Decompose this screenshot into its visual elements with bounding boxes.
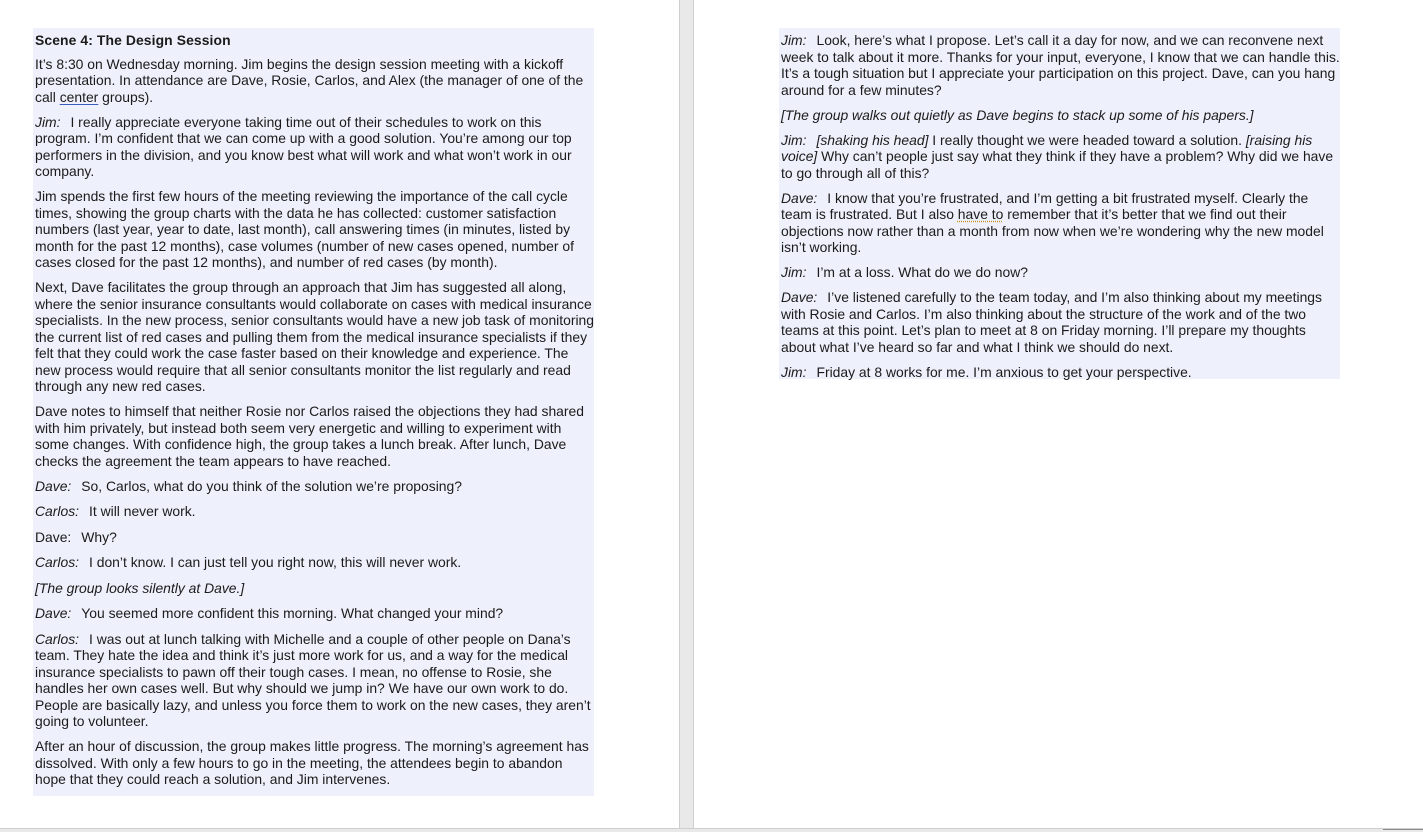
speaker-label: Jim: <box>781 131 807 148</box>
text-column-left <box>33 28 594 796</box>
speaker-label: Dave: <box>35 528 72 545</box>
dialogue-text: Look, here’s what I propose. Let’s call it a day for now, and we can reconvene next week to talk about it more. Thanks for your input, everyone, I know that we can handle this. It’s a tough situation but I appreciate your participation on this project. Dave, can you hang around for a few minutes? <box>781 32 1340 98</box>
dialogue-text: You seemed more confident this morning. What changed your mind? <box>81 605 504 621</box>
speaker-label: Jim: <box>35 113 61 130</box>
stage-direction: [The group looks silently at Dave.] <box>35 579 245 596</box>
stage-direction: [The group walks out quietly as Dave begins to stack up some of his papers.] <box>781 106 1254 123</box>
speaker-label: Carlos: <box>35 630 79 647</box>
paragraph-intro-text: It’s 8:30 on Wednesday morning. Jim begins the design session meeting with a kickoff presentation. In attendance are Dave, Rosie, Carlos, and Alex (the manager of one of the call <box>35 55 584 105</box>
dialogue-line <box>35 114 594 180</box>
underlined-word: center <box>59 88 99 105</box>
dialogue-line <box>35 478 594 495</box>
dialogue-text: I’m at a loss. What do we do now? <box>816 264 1029 280</box>
dialogue-line <box>781 190 1340 256</box>
dialogue-line <box>35 529 594 546</box>
dialogue-text: I was out at lunch talking with Michelle and a couple of other people on Dana’s team. They hate the idea and think it’s just more work for us, and a way for the medical insurance specialists to pawn off their tough cases. I mean, no offense to Rosie, she handles her own cases well. But why should we jump in? We have our own work to do. People are basically lazy, and unless you force them to work on the new cases, they aren’t going to volunteer. <box>35 630 591 729</box>
speaker-label: Dave: <box>35 605 72 621</box>
speaker-label: Jim: <box>781 363 807 380</box>
dialogue-line <box>35 503 594 520</box>
dialogue-line <box>781 132 1340 182</box>
dialogue-text: remember that it’s better that we find out their objections now rather than a month from now when we’re wondering why the new model isn’t working. <box>781 206 1324 255</box>
dialogue-text: Why can’t people just say what they think if they have a problem? Why did we have to go through all of this? <box>781 148 1334 181</box>
dialogue-line <box>781 32 1340 98</box>
dialogue-text: I know that you’re frustrated, and I’m getting a bit frustrated myself. Clearly the team is frustrated. But I also <box>781 189 1309 222</box>
grammar-flag[interactable]: have to <box>957 206 1004 222</box>
paragraph-charts: Jim spends the first few hours of the meeting reviewing the importance of the call cycle times, showing the group charts with the data he has collected: customer satisfaction numbers (last year, year to date, last month), call answering times (in minutes, listed by month for the past 12 months), case volumes (number of new cases opened, number of cases closed for the past 12 months), and number of red cases (by month). <box>35 188 574 270</box>
scene-heading: Scene 4: The Design Session <box>35 32 231 48</box>
dialogue-line <box>781 364 1340 381</box>
dialogue-text: I really thought we were headed toward a solution. <box>928 131 1246 148</box>
dialogue-line <box>35 605 594 622</box>
dialogue-text: I don’t know. I can just tell you right now, this will never work. <box>89 554 462 570</box>
dialogue-text: So, Carlos, what do you think of the solution we’re proposing? <box>81 477 462 494</box>
speaker-label: Jim: <box>781 32 807 48</box>
page-bottom-edge <box>0 828 1423 832</box>
speaker-label: Carlos: <box>35 554 79 570</box>
dialogue-line <box>35 631 594 730</box>
speaker-label: Jim: <box>781 264 807 280</box>
stage-direction-inline: [raising his voice] <box>781 131 1313 164</box>
dialogue-text: I really appreciate everyone taking time out of their schedules to work on this program. I’m confident that we can come up with a good solution. You’re among our top performers in the division, and you know best what will work and what won’t work in our company. <box>35 113 572 179</box>
speaker-label: Dave: <box>781 289 818 305</box>
paragraph-discussion: After an hour of discussion, the group makes little progress. The morning’s agreement has dissolved. With only a few hours to go in the meeting, the attendees begin to abandon hope that they could reach a solution, and Jim intervenes. <box>35 738 589 787</box>
page-corner-mark <box>1383 829 1423 830</box>
dialogue-text: Why? <box>81 528 117 545</box>
speaker-label: Dave: <box>781 189 818 206</box>
paragraph-approach: Next, Dave facilitates the group through an approach that Jim has suggested all along, where the senior insurance consultants would collaborate on cases with medical insurance specialists. In the new process, senior consultants would have a new job task of monitoring the current list of red cases and pulling them from the medical insurance specialists if they felt that they could work the case faster based on their knowledge and experience. The new process would require that all senior consultants monitor the list regularly and read through any new red cases. <box>35 279 595 394</box>
dialogue-line <box>781 264 1340 281</box>
dialogue-text: Friday at 8 works for me. I’m anxious to get your perspective. <box>816 363 1192 380</box>
dialogue-line <box>781 289 1340 355</box>
speaker-label: Carlos: <box>35 503 79 519</box>
speaker-label: Dave: <box>35 477 72 494</box>
paragraph-lunch: Dave notes to himself that neither Rosie nor Carlos raised the objections they had shared with him privately, but instead both seem very energetic and willing to experiment with some changes. With confidence high, the group takes a lunch break. After lunch, Dave checks the agreement the team appears to have reached. <box>35 403 584 469</box>
dialogue-text: I’ve listened carefully to the team today, and I’m also thinking about my meetings with Rosie and Carlos. I’m also thinking about the structure of the work and of the two teams at this point. Let’s plan to meet at 8 on Friday morning. I’ll prepare my thoughts about what I’ve heard so far and what I think we should do next. <box>781 289 1322 355</box>
dialogue-text: It will never work. <box>89 503 196 519</box>
paragraph-intro-end: groups). <box>98 88 154 105</box>
document-page-left <box>0 0 678 828</box>
stage-direction-inline: [shaking his head] <box>816 131 929 148</box>
dialogue-line <box>35 554 594 571</box>
paragraph-intro <box>35 56 594 106</box>
text-column-right <box>779 28 1340 379</box>
page-gutter <box>679 0 694 828</box>
document-page-right <box>695 0 1423 828</box>
